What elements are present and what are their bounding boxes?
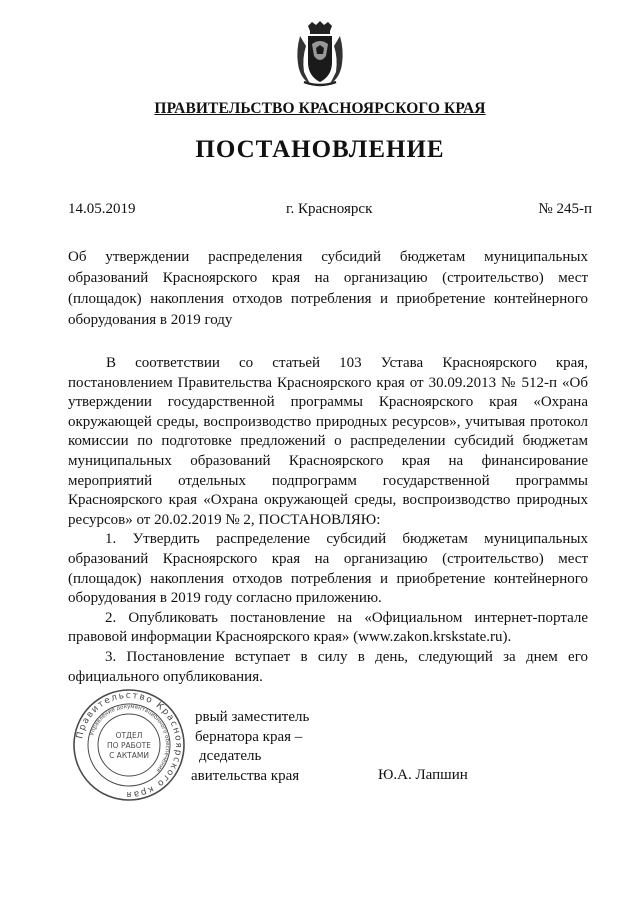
decree-item-2: 2. Опубликовать постановление на «Официальном интернет-портале правовой информации Красноярского края» (www.zakon.krskstate.ru). (68, 609, 588, 646)
decree-item-1: 1. Утвердить распределение субсидий бюджетам муниципальных образований Красноярского края на организацию (строительство) мест (площадок) накопления отходов потребления и приобретение контейнерного оборудования в 2019 году согласно приложению. (68, 531, 588, 607)
signatory-line-2: бернатора края – (195, 728, 303, 745)
decree-item-3: 3. Постановление вступает в силу в день, следующий за днем его официального опубликования. (68, 648, 588, 685)
stamp-center-line-2: ПО РАБОТЕ (107, 741, 151, 750)
coat-of-arms-icon (294, 20, 346, 88)
official-stamp-icon (72, 688, 186, 802)
signatory-line-4: авительства края (191, 768, 300, 785)
document-number: № 245-п (538, 201, 592, 217)
date-line (68, 201, 592, 221)
document-title: ПОСТАНОВЛЕНИЕ (195, 136, 445, 163)
stamp-center-line-1: ОТДЕЛ (115, 731, 143, 740)
stamp-ring-text: Правительство Красноярского края (75, 690, 184, 800)
government-heading: ПРАВИТЕЛЬСТВО КРАСНОЯРСКОГО КРАЯ (154, 100, 486, 117)
stamp-inner-ring-text: Управление документационного обеспечения (89, 703, 171, 773)
signatory-name: Ю.А. Лапшин (378, 767, 468, 783)
signatory-position (175, 708, 309, 787)
document-city: г. Красноярск (286, 201, 373, 217)
document-body (68, 354, 588, 687)
signatory-line-1: рвый заместитель (195, 709, 310, 725)
document-subject: Об утверждении распределения субсидий бюджетам муниципальных образований Красноярского края на организацию (строительство) мест (площадок) накопления отходов потребления и приобретение контейнерного оборудования в 2019 году (68, 249, 588, 328)
stamp-center-line-3: С АКТАМИ (109, 751, 149, 760)
signatory-line-3: дседатель (199, 748, 262, 765)
preamble-paragraph: В соответствии со статьей 103 Устава Красноярского края, постановлением Правительства Красноярского края от 30.09.2013 № 512-п «Об утверждении государственной программы Красноярского края «Охрана окружающей среды, воспроизводство природных ресурсов», учитывая протокол комиссии по подготовке предложений о распределении субсидий бюджетам муниципальных образований Красноярского края на финансирование мероприятий отдельных подпрограмм государственной программы Красноярского края «Охрана окружающей среды, воспроизводство природных ресурсов» от 20.02.2019 № 2, ПОСТАНОВЛЯЮ: (68, 355, 588, 528)
document-date: 14.05.2019 (68, 201, 136, 217)
